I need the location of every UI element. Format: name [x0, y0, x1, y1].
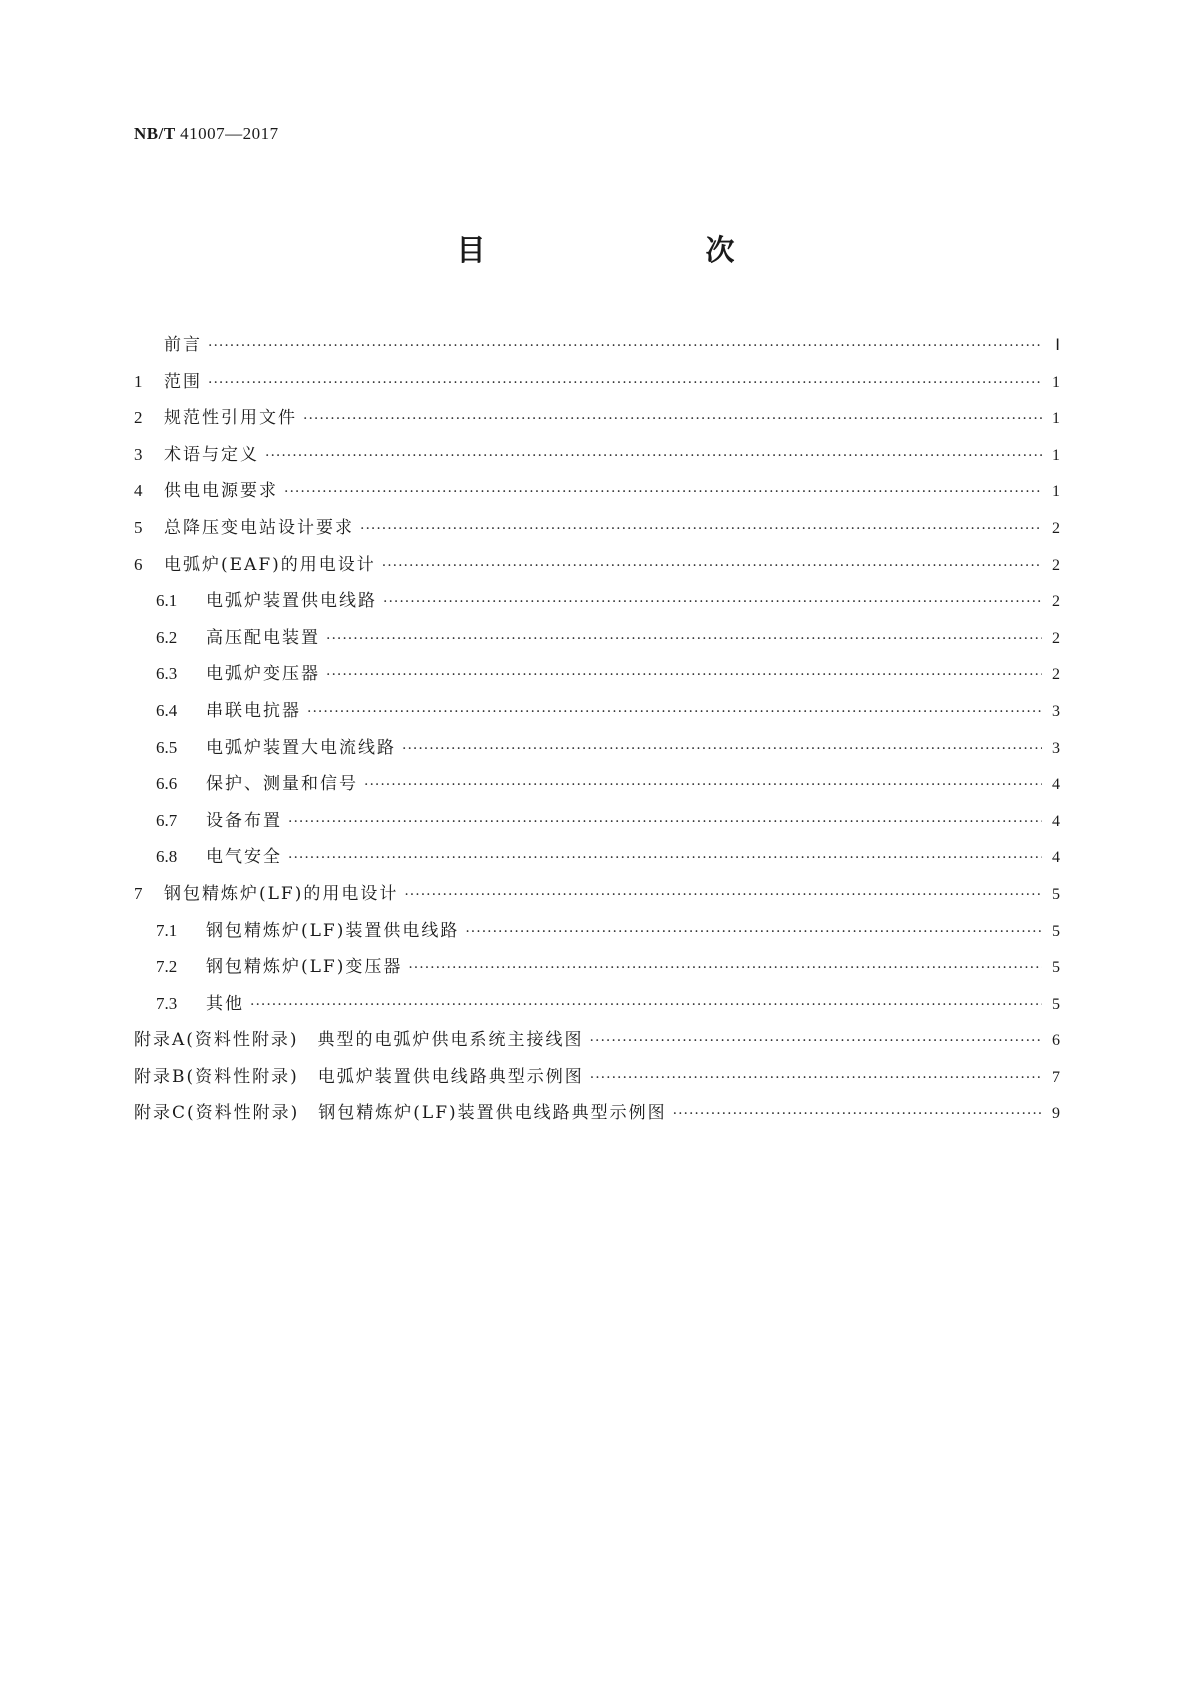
toc-leader-dots: [465, 924, 1042, 940]
toc-leader-dots: [673, 1106, 1042, 1122]
toc-leader-dots: [208, 375, 1042, 391]
toc-entry[interactable]: [134, 330, 1060, 367]
toc-entry-page: 1: [1052, 483, 1060, 501]
toc-entry-label: 高压配电装置: [206, 627, 320, 648]
toc-leader-dots: [326, 631, 1042, 647]
toc-entry-number: 4: [134, 481, 143, 501]
toc-entry[interactable]: [134, 1025, 1060, 1062]
toc-entry-number: 5: [134, 517, 143, 537]
toc-entry-label: 附录A(资料性附录) 典型的电弧炉供电系统主接线图: [134, 1030, 584, 1051]
table-of-contents: [134, 330, 1060, 1135]
toc-entry[interactable]: [134, 440, 1060, 477]
toc-entry-number: 3: [134, 444, 143, 464]
toc-entry-number: 6.2: [156, 627, 178, 647]
document-code: [134, 124, 279, 144]
toc-entry-label: 电弧炉(EAF)的用电设计: [164, 554, 376, 575]
document-code-prefix: NB/T: [134, 124, 176, 143]
toc-entry-page: 5: [1052, 959, 1060, 977]
toc-entry-number: 6.8: [156, 847, 178, 867]
toc-entry-label: 电弧炉装置大电流线路: [206, 737, 396, 758]
toc-entry-label: 钢包精炼炉(LF)变压器: [206, 957, 403, 978]
toc-entry-label: 钢包精炼炉(LF)装置供电线路: [206, 920, 460, 941]
toc-entry-number: 6.7: [156, 810, 178, 830]
toc-entry-page: 9: [1052, 1105, 1060, 1123]
toc-leader-dots: [404, 887, 1042, 903]
toc-entry-number: 1: [134, 371, 143, 391]
toc-entry-page: 2: [1052, 519, 1060, 537]
toc-entry[interactable]: [134, 403, 1060, 440]
toc-entry-label: 串联电抗器: [206, 700, 301, 721]
document-code-number: 41007—2017: [180, 124, 279, 143]
toc-entry-label: 其他: [206, 993, 244, 1014]
toc-entry[interactable]: [134, 733, 1060, 770]
toc-leader-dots: [590, 1033, 1042, 1049]
toc-leader-dots: [288, 850, 1042, 866]
toc-leader-dots: [590, 1070, 1042, 1086]
toc-entry[interactable]: [134, 806, 1060, 843]
toc-entry-number: 6.6: [156, 774, 178, 794]
toc-entry-page: 2: [1052, 666, 1060, 684]
toc-entry-page: Ⅰ: [1055, 337, 1060, 354]
toc-entry[interactable]: [134, 842, 1060, 879]
toc-entry[interactable]: [134, 513, 1060, 550]
toc-leader-dots: [402, 741, 1042, 757]
toc-leader-dots: [288, 814, 1042, 830]
toc-entry-page: 6: [1052, 1032, 1060, 1050]
page-title: 目 次: [456, 233, 789, 267]
toc-entry[interactable]: [134, 367, 1060, 404]
toc-entry-page: 1: [1052, 373, 1060, 391]
toc-entry-number: 7.3: [156, 993, 178, 1013]
toc-entry[interactable]: [134, 989, 1060, 1026]
toc-leader-dots: [360, 521, 1042, 537]
toc-entry-label: 保护、测量和信号: [206, 774, 358, 795]
toc-entry-page: 4: [1052, 849, 1060, 867]
toc-entry[interactable]: [134, 1098, 1060, 1135]
toc-entry-number: 7.1: [156, 920, 178, 940]
toc-entry-number: 6.3: [156, 664, 178, 684]
toc-entry[interactable]: [134, 1062, 1060, 1099]
toc-entry-number: 7.2: [156, 957, 178, 977]
toc-entry[interactable]: [134, 623, 1060, 660]
toc-leader-dots: [250, 997, 1042, 1013]
toc-leader-dots: [326, 667, 1042, 683]
toc-entry-number: 2: [134, 408, 143, 428]
toc-entry[interactable]: [134, 769, 1060, 806]
toc-entry-label: 范围: [164, 371, 202, 392]
toc-entry-label: 钢包精炼炉(LF)的用电设计: [164, 883, 399, 904]
toc-entry-number: 6.5: [156, 737, 178, 757]
toc-entry-label: 设备布置: [206, 810, 282, 831]
toc-entry-label: 规范性引用文件: [164, 408, 297, 429]
toc-entry[interactable]: [134, 550, 1060, 587]
toc-leader-dots: [408, 960, 1042, 976]
toc-entry-label: 电弧炉变压器: [206, 664, 320, 685]
toc-entry[interactable]: [134, 916, 1060, 953]
toc-entry[interactable]: [134, 879, 1060, 916]
toc-entry-label: 前言: [164, 335, 202, 355]
toc-entry-page: 2: [1052, 629, 1060, 647]
toc-entry[interactable]: [134, 659, 1060, 696]
toc-leader-dots: [364, 777, 1042, 793]
toc-leader-dots: [307, 704, 1042, 720]
toc-leader-dots: [208, 338, 1042, 354]
toc-entry[interactable]: [134, 476, 1060, 513]
toc-entry-number: 6: [134, 554, 143, 574]
toc-entry-page: 2: [1052, 556, 1060, 574]
toc-entry-label: 供电电源要求: [164, 481, 278, 502]
toc-entry-page: 2: [1052, 593, 1060, 611]
toc-entry-label: 附录B(资料性附录) 电弧炉装置供电线路典型示例图: [134, 1066, 584, 1087]
toc-entry-page: 4: [1052, 776, 1060, 794]
toc-leader-dots: [265, 448, 1042, 464]
toc-entry-page: 5: [1052, 995, 1060, 1013]
toc-entry-page: 5: [1052, 922, 1060, 940]
toc-leader-dots: [383, 594, 1042, 610]
toc-entry-number: 6.1: [156, 591, 178, 611]
toc-leader-dots: [284, 484, 1042, 500]
toc-entry-label: 电弧炉装置供电线路: [206, 591, 377, 612]
toc-entry[interactable]: [134, 696, 1060, 733]
toc-entry-page: 1: [1052, 446, 1060, 464]
toc-entry[interactable]: [134, 952, 1060, 989]
toc-entry-label: 总降压变电站设计要求: [164, 517, 354, 538]
toc-entry-number: 6.4: [156, 700, 178, 720]
toc-entry-label: 附录C(资料性附录) 钢包精炼炉(LF)装置供电线路典型示例图: [134, 1103, 667, 1124]
toc-leader-dots: [382, 558, 1042, 574]
toc-entry-page: 5: [1052, 885, 1060, 903]
toc-entry-page: 3: [1052, 702, 1060, 720]
toc-entry-label: 术语与定义: [164, 444, 259, 465]
toc-entry-page: 4: [1052, 812, 1060, 830]
toc-entry-page: 7: [1052, 1068, 1060, 1086]
toc-entry[interactable]: [134, 586, 1060, 623]
toc-entry-page: 1: [1052, 410, 1060, 428]
toc-entry-number: 7: [134, 883, 143, 903]
toc-entry-page: 3: [1052, 739, 1060, 757]
toc-entry-label: 电气安全: [206, 847, 282, 868]
toc-leader-dots: [303, 411, 1042, 427]
